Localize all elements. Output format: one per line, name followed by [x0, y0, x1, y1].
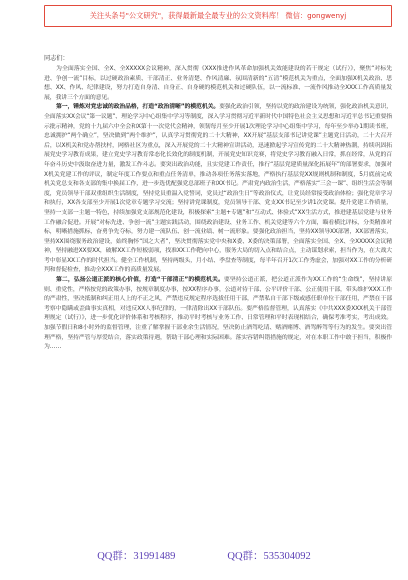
paragraph-section-2 — [44, 276, 392, 353]
promo-banner — [44, 5, 392, 27]
footer-contacts — [0, 548, 408, 564]
paragraph-text: 为全面落实全国、全X、全XXXXX会议精神，深入贯彻《XXX推进作风革命加强机关效能建设的若干规定（试行）》，聚焦“对标先进、争创一流”目标，以过硬政治素质、干部清正、业务清楚、作风清廉、氛围清新的“五清”模范机关为重点，全面加强X机关政治、思想、XX、作风、纪律建设，努力打造自身清、自身正、自身硬的模范机关和过硬队伍，以一流标准、一流作风推动全XXX工作高质量发展，我讲三个方面的意见。 — [44, 66, 392, 101]
promo-banner-text: 关注头条号"公文研究"，获得最新最全最专业的公文资料库！ 微信：gongwenyj — [89, 11, 347, 20]
section-heading-2: 第二，弘扬公道正派的核心价值，打造“干部清正”的模范机关。 — [56, 277, 224, 284]
qq-group-2: QQ群：535304092 — [227, 551, 311, 562]
document-body — [44, 54, 392, 353]
paragraph-intro — [44, 65, 392, 103]
paragraph-text: 要强化政治引领，坚持以党的政治建设为统领，强化政治机关意识，全面落实XX会议“第一议题”、理论学习中心组集中学习等制度，深入学习贯彻习近平新时代中国特色社会主义思想和习近平总书记重要指示批示精神，党的十九届六中全会和X第十一次党代会精神，领韧每月至少开展1次理论学习中心组集中学习，每年至少举办1期读书班，忠诚拥护“两个确立”，坚决做到“两个维护”，认真学习贯彻党的二十大精神，XX开展“基层支部书记讲党课”主题党日活动，二十大召开后，以X机关和党办帮扶村，网格社区为重点，深入开展党的二十大精神宣讲活动，迅速掀起学习宣传党的二十大精神热潮，持续巩固拓展党史学习教育成果，建立党史学习教育常态化长效化的制度机制，开展党史知识竞赛，将党史学习教育融入日常，抓在经常，从党的百年奋斗历史中汲取奋进力量，激发工作斗志。要突出政治功能，且实党建工作责任，推行“基层党建质量深化拓展年”的部署要求，加强对X机关党建工作的评议，制定年度工作要点和重点任务清单，推动各项任务落实落地，严格执行基层党XX规则机制和制度，5月底前完成机关党总支和各支部的集中换届工作，进一步选优配强党总部班子和XX书记。严肃党内政治生活，严格落实“三会一课”、组织生活会等制度，党员领导干部双重组织生活制度，坚持党员重温入党誓词，党员过“政治生日”等政治仪式，让党员经常接受政治体检；强化党章学习和执行，XX各支部至少开展1次党章专题学习交流；坚持讲党课制度，党员领导干部、党支XX书记至少讲1次党课。提升党建工作质量，坚持一支部一主题一特色，持续加强党支部规范化建设，积极探索“主题+专题”和“互动式、体验式”XX生活方式，推进建基层党建与业务工作融合促进。开展“对标先进、争创一流”主题实践活动，围绕政治建设、业务工作、机关党建等六个方面，瞄看横比评标，分类精准对标，明晰措施抓标，奋勇争先夺标，努力建一流队伍、创一流业绩、树一流形象。要强化政治担当，坚持XX领导XX部署，XX部署落实，坚持XX围绕服务政治建设，始终胸怀“国之大者”，坚决贯彻落实党中央和X委、X委的决策部署，全面落实全国、全X、全XXXXX会议精神，坚持融进XX要XX，破解XX工作短板弱项，找准XX工作靶向中心，服务大局的切入点和结合点，主动谋划求索，担当作为，在大战大考中彰显XX工作的时代担当。健全工作机制，坚持两级头，月小结、季盘查等制度，每半年召开1次工作秀虚会，加强对XX工作的分析研判和督促检查，推动全XXX工作的高质量发展。 — [44, 104, 392, 274]
section-heading-1: 第一，锤炼对党忠诚的政治品格，打造“政治清晰”的模范机关。 — [56, 104, 220, 111]
paragraph-text: 要坚持公道正派，把公道正派作为XX工作的“生命线”，坚持讲原则、重党性，严格按党的政策办事，按规章制度办事，按XX程序办事，公道对待干部、公平评价干部、公正使用干部，带头维护XXX工作的严肃性，坚决抵制和纠正用人上的不正之风，严禁违反规定程序选拔任用干部，严禁私自干部下级或感任职单位干部任用，严禁在干部考察中隐瞒或歪曲事实真相，对违反XX人事纪律的，一律清除出XX干部队伍。要严格监督管理，认真落实《中共XXX委XXX机关干部管理规定（试行）》，进一步优化评价体系和考核程序，推动平时考核与业务工作、日常管理和平时表现相结合，确保考准考实，考出成效。加强节假日和8小时外的监督管理，注重了解掌握干部业余生活情况，坚决防止酒驾吃请、赌酒赌博、酒驾醉驾等行为的发生。要突出管理严格，坚持严管与厚爱结合，落实政策待遇，帮助干部心理和实际困难。落实容错纠错措施的规定，对在本职工作中敢于担当，积极作为…… — [44, 277, 392, 351]
qq-group-1: QQ群：31991489 — [97, 551, 176, 562]
paragraph-section-1 — [44, 103, 392, 276]
salutation: 同志们： — [44, 55, 69, 62]
